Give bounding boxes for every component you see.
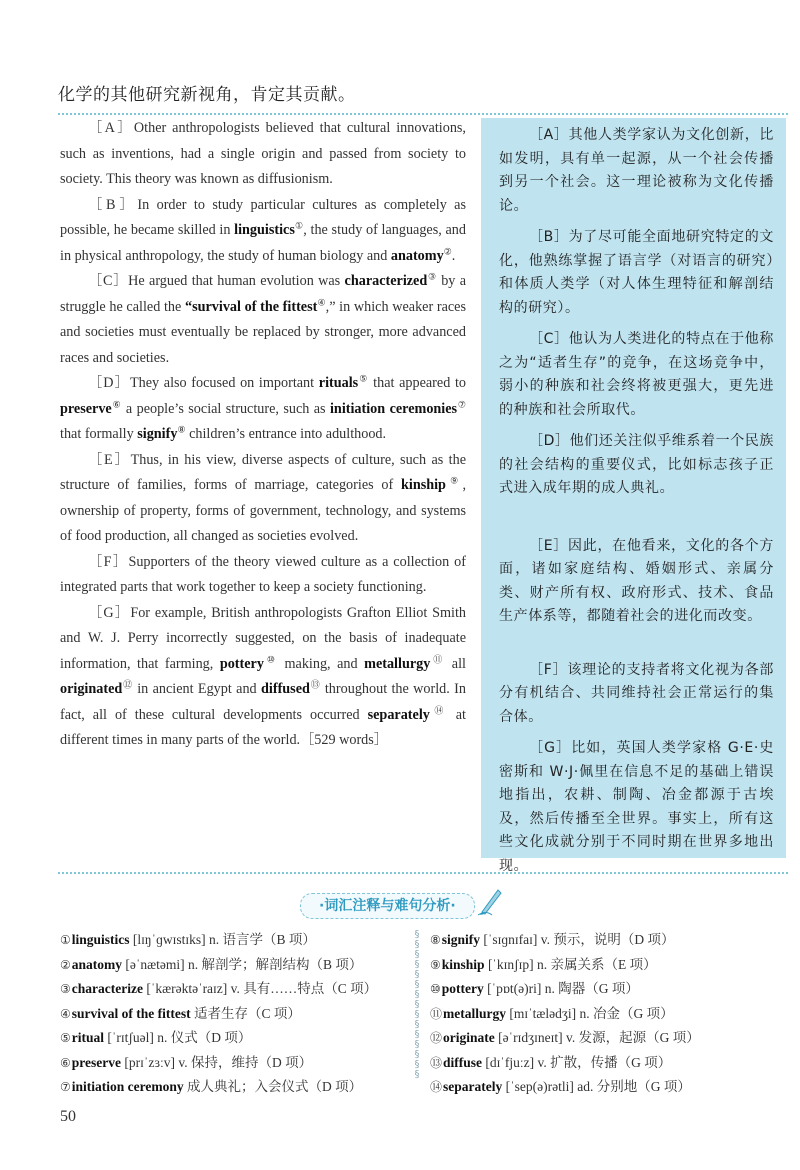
keyword: characterized xyxy=(344,273,428,289)
keyword: preserve xyxy=(60,400,112,417)
english-passage xyxy=(60,116,466,754)
vocab-definition: [mɪˈtælədʒi] n. 冶金（G 项） xyxy=(506,1005,674,1021)
para-text: all xyxy=(445,655,466,672)
para-tag: ［B］ xyxy=(88,196,138,213)
para-text: For example, British anthropologists Grafton Elliot Smith and W. J. Perry incorrectly suggested, on the basis of inadequate information, that farming, xyxy=(60,604,466,672)
vocab-definition: [ˈpɒt(ə)ri] n. 陶器（G 项） xyxy=(483,981,639,996)
para-text: , the study of languages, and in physical anthropology, the study of human biology and xyxy=(60,222,466,264)
vocab-item xyxy=(430,1026,790,1051)
paragraph-e xyxy=(60,448,466,550)
vocab-number: ③ xyxy=(60,982,71,996)
translation-e: ［E］因此，在他看来，文化的各个方面，诸如家庭结构、婚姻形式、亲属分类、财产所有权、政府形式、技术、食品生产体系等，都随着社会的进化而改变。 xyxy=(499,537,774,624)
para-text: In order to study particular cultures as completely as possible, he became skilled in xyxy=(60,196,467,238)
header-line: 化学的其他研究新视角，肯定其贡献。 xyxy=(58,85,356,105)
vocab-word: pottery xyxy=(441,981,484,996)
translation-a: ［A］其他人类学家认为文化创新，比如发明，具有单一起源，从一个社会传播到另一个社会。这一理论被称为文化传播论。 xyxy=(499,127,774,214)
vocab-item xyxy=(430,953,790,978)
keyword: diffused xyxy=(261,681,310,697)
para-tag: ［F］ xyxy=(88,553,129,570)
vocab-definition: [ˈkærəktəˈraɪz] v. 具有……特点（C 项） xyxy=(142,981,378,996)
para-text: at different times in many parts of the world. xyxy=(60,706,466,748)
translation-b: ［B］为了尽可能全面地研究特定的文化，他熟练掌握了语言学（对语言的研究）和体质人类学（对人体生理特征和解剖结构的研究）。 xyxy=(499,229,774,316)
vocab-item xyxy=(60,977,405,1002)
vocab-word: kinship xyxy=(441,956,485,972)
para-text: , ownership of property, forms of government, technology, and systems of food production, all changed as societies evolved. xyxy=(60,477,466,544)
keyword: metallurgy xyxy=(364,655,431,672)
footnote-mark: ⑪ xyxy=(430,653,446,664)
page-number: 50 xyxy=(60,1108,76,1125)
vocab-number: ⑥ xyxy=(60,1055,71,1070)
para-text: that formally xyxy=(60,426,138,442)
footnote-mark: ⑫ xyxy=(122,679,133,690)
translation-d: ［D］他们还关注似乎维系着一个民族的社会结构的重要仪式，比如标志孩子正式进入成年期的成人典礼。 xyxy=(499,433,774,496)
footnote-mark: ④ xyxy=(317,296,326,307)
vocab-definition: [dɪˈfjuːz] v. 扩散，传播（G 项） xyxy=(482,1054,672,1070)
para-text: They also focused on important xyxy=(129,375,319,391)
para-text: . xyxy=(451,247,456,264)
vocab-item xyxy=(60,928,405,953)
vocab-number: ① xyxy=(60,933,71,947)
vocab-definition: [əˈnætəmi] n. 解剖学；解剖结构（B 项） xyxy=(122,956,363,972)
section-title xyxy=(300,893,475,919)
vocab-number: ⑭ xyxy=(430,1080,443,1094)
keyword: originated xyxy=(60,681,123,697)
footnote-mark: ⑭ xyxy=(429,704,448,715)
vocab-definition: 适者生存（C 项） xyxy=(190,1005,301,1021)
vocab-word: separately xyxy=(443,1079,503,1094)
paragraph-b xyxy=(60,193,466,270)
para-text: that appeared to xyxy=(368,375,466,391)
para-text: by a struggle he called the xyxy=(60,273,466,315)
para-tag: ［G］ xyxy=(88,604,131,621)
footnote-mark: ③ xyxy=(427,271,437,282)
footnote-mark: ⑩ xyxy=(263,653,278,664)
para-tag: ［C］ xyxy=(88,273,129,289)
vocab-word: diffuse xyxy=(443,1054,483,1070)
vocab-word: survival of the fittest xyxy=(71,1005,191,1021)
vocab-definition: [ˈkɪnʃɪp] n. 亲属关系（E 项） xyxy=(484,956,657,972)
column-separator: § § § § § § § § § § § § § § § xyxy=(414,929,420,1080)
para-text: He argued that human evolution was xyxy=(128,273,345,289)
footnote-mark: ⑤ xyxy=(358,373,369,384)
section-title-text: ·词汇注释与难句分析· xyxy=(319,898,456,914)
pen-icon xyxy=(478,886,504,924)
vocab-definition: [ˈsep(ə)rətli] ad. 分别地（G 项） xyxy=(502,1079,691,1094)
vocab-number: ⑩ xyxy=(430,982,441,996)
vocab-number: ⑨ xyxy=(430,957,441,972)
vocab-word: metallurgy xyxy=(443,1005,507,1021)
bottom-divider xyxy=(58,872,788,874)
keyword: separately xyxy=(367,706,430,723)
keyword: “survival of the fittest xyxy=(184,298,318,315)
para-text: children’s entrance into adulthood. xyxy=(185,426,387,442)
vocab-number: ② xyxy=(60,957,71,972)
translation-f: ［F］该理论的支持者将文化视为各部分有机结合、共同维持社会正常运行的集合体。 xyxy=(499,661,774,725)
para-text: Thus, in his view, diverse aspects of culture, such as the structure of families, forms of marriage, categories of xyxy=(60,451,466,493)
para-tag: ［E］ xyxy=(88,451,131,468)
vocab-number: ⑤ xyxy=(60,1031,71,1045)
paragraph-g xyxy=(60,601,466,754)
footnote-mark: ⑬ xyxy=(309,679,321,690)
vocab-definition: [prɪˈzɜːv] v. 保持，维持（D 项） xyxy=(121,1054,313,1070)
para-text: Other anthropologists believed that cultural innovations, such as inventions, had a single origin and passed from society to society. This theory was known as diffusionism. xyxy=(60,120,466,187)
keyword: rituals xyxy=(318,375,359,391)
vocab-number: ⑧ xyxy=(430,933,441,947)
vocab-list-left xyxy=(60,928,405,1100)
vocab-item xyxy=(60,1002,405,1027)
vocab-item xyxy=(60,953,405,978)
para-text: throughout the world. In fact, all of these cultural developments occurred xyxy=(60,681,466,723)
vocab-definition: [ˈsɪɡnɪfaɪ] v. 预示，说明（D 项） xyxy=(480,932,675,947)
para-text: ,” in which weaker races and societies must eventually be replaced by stronger, more advanced races and societies. xyxy=(60,298,466,366)
para-text: Supporters of the theory viewed culture as a collection of integrated parts that work together to keep a society functioning. xyxy=(60,553,467,595)
vocab-number: ⑦ xyxy=(60,1080,71,1094)
footnote-mark: ⑦ xyxy=(457,398,466,409)
paragraph-f xyxy=(60,550,466,601)
vocab-word: linguistics xyxy=(71,932,130,947)
footnote-mark: ⑥ xyxy=(111,398,122,409)
para-tag: ［D］ xyxy=(88,375,130,391)
vocab-word: initiation ceremony xyxy=(71,1079,184,1094)
translation-c: ［C］他认为人类进化的特点在于他称之为“适者生存”的竞争，在这场竞争中，弱小的种族和社会终将被更强大，更先进的种族和社会所取代。 xyxy=(499,331,774,418)
para-text: a people’s social structure, such as xyxy=(121,400,330,417)
vocab-definition: 成人典礼；入会仪式（D 项） xyxy=(183,1079,363,1094)
vocab-word: characterize xyxy=(71,981,143,996)
vocab-number: ④ xyxy=(60,1006,71,1021)
vocab-list-right xyxy=(430,928,790,1100)
footnote-mark: ① xyxy=(294,220,304,231)
vocab-item xyxy=(430,928,790,953)
keyword: initiation ceremonies xyxy=(329,400,458,417)
vocab-item xyxy=(60,1026,405,1051)
vocab-number: ⑬ xyxy=(430,1055,443,1070)
vocab-word: signify xyxy=(441,932,481,947)
vocab-item xyxy=(60,1051,405,1076)
chinese-translation-panel xyxy=(481,118,786,874)
vocab-item xyxy=(430,977,790,1002)
paragraph-c xyxy=(60,269,466,371)
keyword: anatomy xyxy=(390,247,444,264)
vocab-item xyxy=(430,1075,790,1100)
keyword: linguistics xyxy=(234,222,295,238)
vocab-definition: [lɪŋˈɡwɪstɪks] n. 语言学（B 项） xyxy=(129,932,316,947)
vocab-word: originate xyxy=(443,1030,495,1045)
vocab-word: anatomy xyxy=(71,956,123,972)
footnote-mark: ② xyxy=(443,245,452,256)
keyword: kinship xyxy=(400,477,446,493)
word-count: ［529 words］ xyxy=(300,732,388,748)
para-text: in ancient Egypt and xyxy=(132,681,262,697)
vocab-definition: [əˈrɪdʒɪneɪt] v. 发源，起源（G 项） xyxy=(494,1030,700,1045)
vocab-item xyxy=(430,1002,790,1027)
vocab-number: ⑫ xyxy=(430,1031,443,1045)
keyword: signify xyxy=(137,426,178,442)
vocab-item xyxy=(430,1051,790,1076)
footnote-mark: ⑧ xyxy=(177,424,186,435)
paragraph-d xyxy=(60,371,466,448)
vocab-number: ⑪ xyxy=(430,1006,443,1021)
translation-g: ［G］比如，英国人类学家格 G·E·史密斯和 W·J·佩里在信息不足的基础上错误地指出，农耕、制陶、冶金都源于古埃及，然后传播至全世界。事实上，所有这些文化成就分别于不同时期在世界多地出现。 xyxy=(499,740,774,874)
footnote-mark: ⑨ xyxy=(445,475,463,486)
para-text: making, and xyxy=(277,655,365,672)
para-tag: ［A］ xyxy=(88,120,134,136)
vocab-item xyxy=(60,1075,405,1100)
vocab-word: ritual xyxy=(71,1030,105,1045)
vocab-definition: [ˈrɪtʃuəl] n. 仪式（D 项） xyxy=(104,1030,252,1045)
top-divider xyxy=(58,113,788,115)
keyword: pottery xyxy=(219,655,264,672)
vocab-word: preserve xyxy=(71,1054,121,1070)
paragraph-a xyxy=(60,116,466,193)
